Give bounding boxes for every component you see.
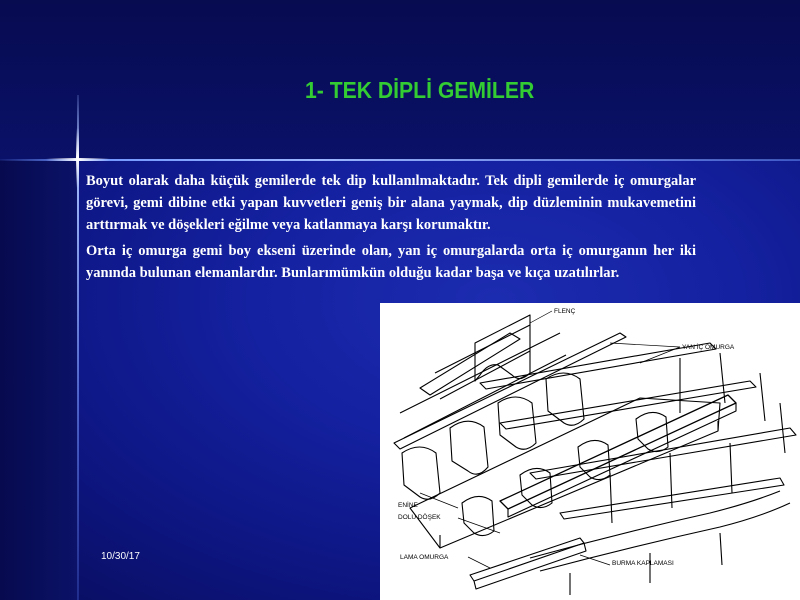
label-flange: FLENÇ bbox=[554, 308, 576, 315]
single-bottom-diagram bbox=[380, 303, 800, 600]
slide-body bbox=[86, 170, 696, 288]
label-transverse-floor-2: DOLU DÖŞEK bbox=[398, 514, 441, 521]
label-garboard: BURMA KAPLAMASI bbox=[612, 560, 674, 567]
sparkle-vertical bbox=[76, 128, 79, 188]
slide-date: 10/30/17 bbox=[101, 551, 140, 562]
label-side-keelson: YAN İÇ OMURGA bbox=[682, 344, 735, 351]
label-bar-keel: LAMA OMURGA bbox=[400, 554, 449, 561]
paragraph-2: Orta iç omurga gemi boy ekseni üzerinde olan, yan iç omurgalarda orta iç omurganın her iki yanında bulunan elemanlardır. Bunlarımümkün olduğu kadar başa ve kıça uzatılırlar. bbox=[86, 243, 696, 281]
label-transverse-floor-1: ENİNE bbox=[398, 502, 418, 509]
slide-title: 1- TEK DİPLİ GEMİLER bbox=[305, 77, 535, 103]
left-band bbox=[0, 160, 78, 600]
paragraph-1: Boyut olarak daha küçük gemilerde tek dip kullanılmaktadır. Tek dipli gemilerde iç omurgalar görevi, gemi dibine etki yapan kuvvetleri geniş bir alana yaymak, dip düzleminin mukavemetini arttırmak ve döşekleri eğilme veya katlanmaya karşı korumaktır. bbox=[86, 173, 696, 233]
horizontal-accent-line bbox=[0, 159, 800, 161]
